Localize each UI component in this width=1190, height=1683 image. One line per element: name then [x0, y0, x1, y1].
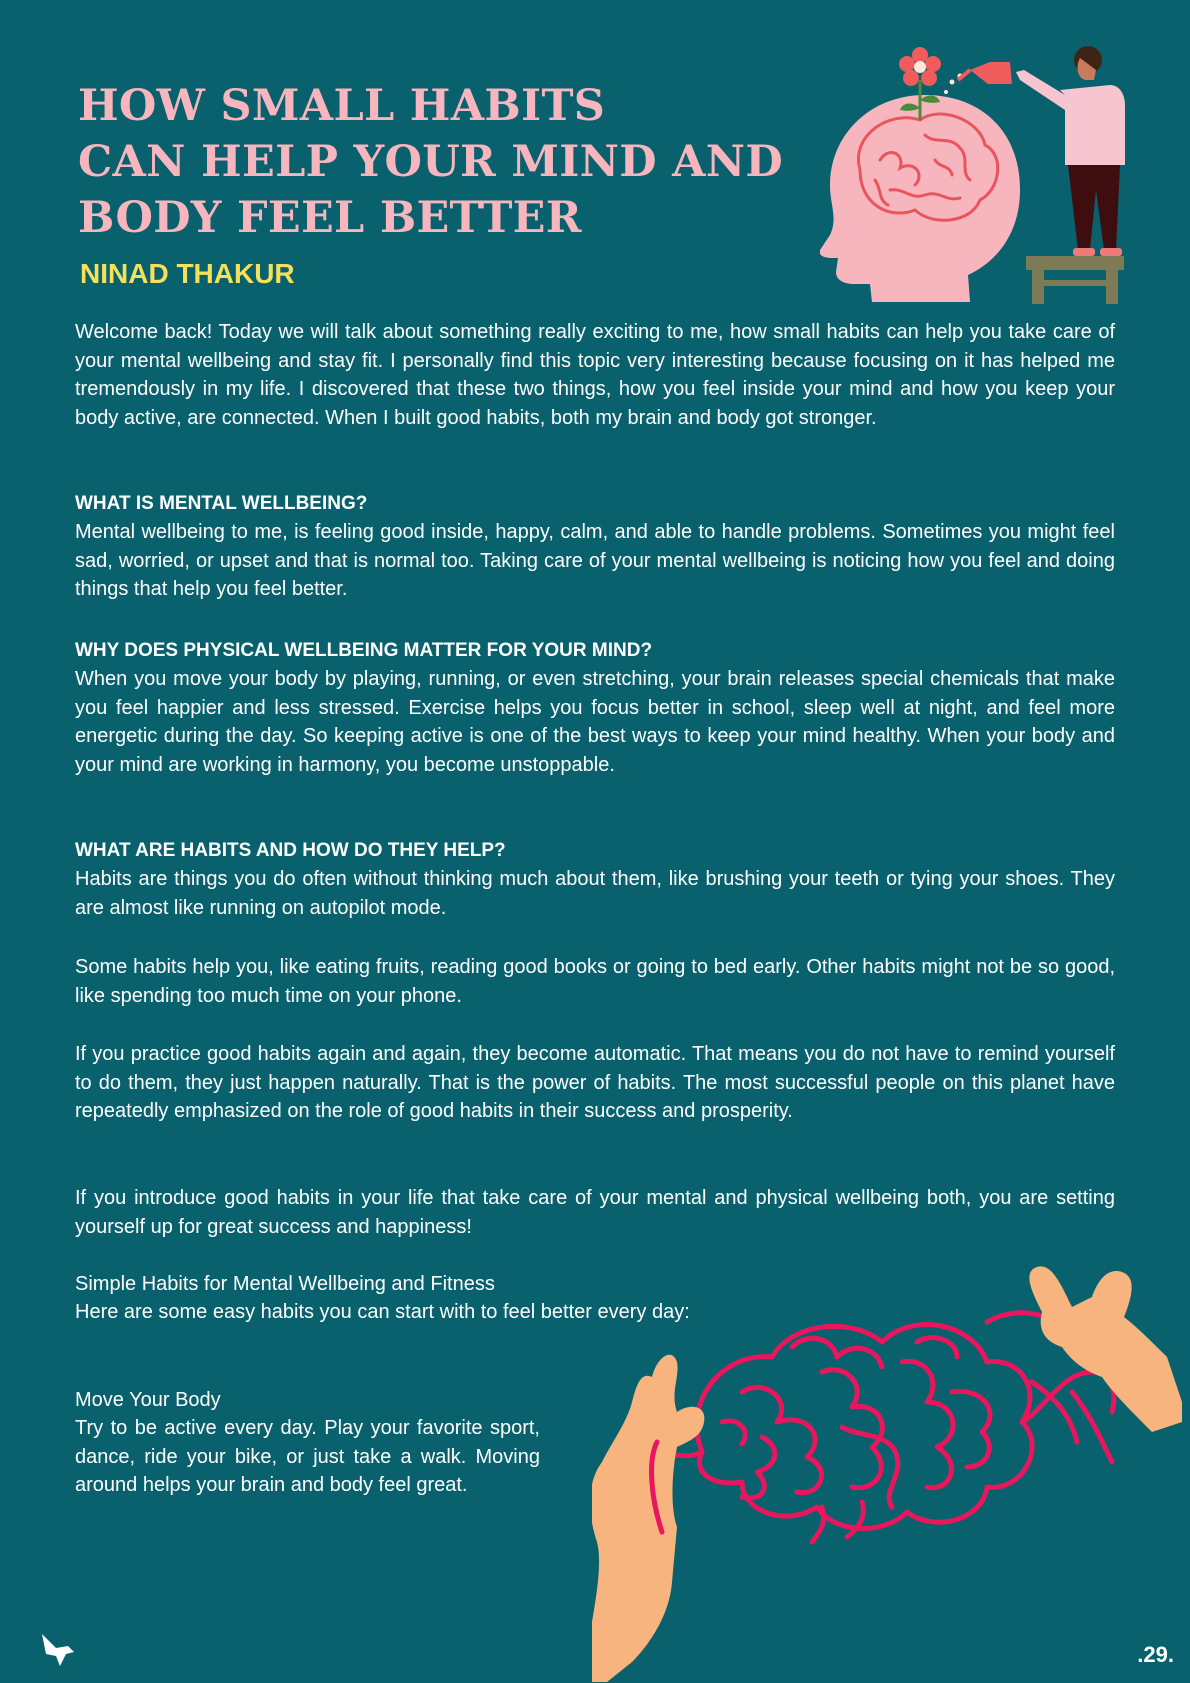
intro-paragraph: Welcome back! Today we will talk about something really exciting to me, how small habits can help you take care of your mental wellbeing and stay fit. I personally find this topic very interesting because focusing on it has helped me tremendously in my life. I discovered that these two things, how you feel inside your mind and how you keep your body active, are connected. When I built good habits, both my brain and body got stronger.: [75, 321, 1115, 429]
bird-logo-icon: [38, 1630, 78, 1670]
title-line-3: BODY FEEL BETTER: [78, 193, 582, 243]
title-line-1: HOW SMALL HABITS: [78, 81, 606, 131]
person-watering-brain-icon: [820, 40, 1130, 310]
habits-paragraph-2: Some habits help you, like eating fruits, reading good books or going to bed early. Other habits might not be so good, like spending too much time on your phone.: [75, 956, 1115, 1007]
habits-paragraph-3: If you practice good habits again and again, they become automatic. That means you do not have to remind yourself to do them, they just happen naturally. That is the power of habits. The most successful people on this planet have repeatedly emphasized on the role of good habits in their success and prosperity.: [75, 1043, 1115, 1122]
section-heading-physical-wellbeing: WHY DOES PHYSICAL WELLBEING MATTER FOR YOUR MIND?: [75, 640, 653, 661]
hands-untangling-brain-icon: [592, 1262, 1182, 1682]
habits-paragraph-4: If you introduce good habits in your life that take care of your mental and physical wellbeing both, you are setting yourself up for great success and happiness!: [75, 1187, 1115, 1238]
author-name: NINAD THAKUR: [80, 258, 295, 289]
page-number: .29.: [1137, 1642, 1174, 1667]
article-title: [78, 78, 828, 246]
section-heading-mental-wellbeing: WHAT IS MENTAL WELLBEING?: [75, 493, 368, 514]
move-body-text: Try to be active every day. Play your favorite sport, dance, ride your bike, or just take a walk. Moving around helps your brain and body feel great.: [75, 1417, 540, 1496]
move-body-heading: Move Your Body: [75, 1389, 221, 1411]
section-body-mental-wellbeing: Mental wellbeing to me, is feeling good inside, happy, calm, and able to handle problems. Sometimes you might feel sad, worried, or upset and that is normal too. Taking care of your mental wellbeing is noticing how you feel and doing things that help you feel better.: [75, 521, 1115, 600]
habits-paragraph-1: Habits are things you do often without thinking much about them, like brushing your teeth or tying your shoes. They are almost like running on autopilot mode.: [75, 868, 1115, 919]
section-body-physical-wellbeing: When you move your body by playing, running, or even stretching, your brain releases special chemicals that make you feel happier and less stressed. Exercise helps you focus better in school, sleep well at night, and feel more energetic during the day. So keeping active is one of the best ways to keep your mind healthy. When your body and your mind are working in harmony, you become unstoppable.: [75, 668, 1115, 776]
simple-habits-heading: Simple Habits for Mental Wellbeing and Fitness: [75, 1273, 495, 1295]
title-line-2: CAN HELP YOUR MIND AND: [78, 137, 783, 187]
simple-habits-intro: Here are some easy habits you can start with to feel better every day:: [75, 1301, 690, 1323]
section-heading-habits: WHAT ARE HABITS AND HOW DO THEY HELP?: [75, 840, 506, 861]
